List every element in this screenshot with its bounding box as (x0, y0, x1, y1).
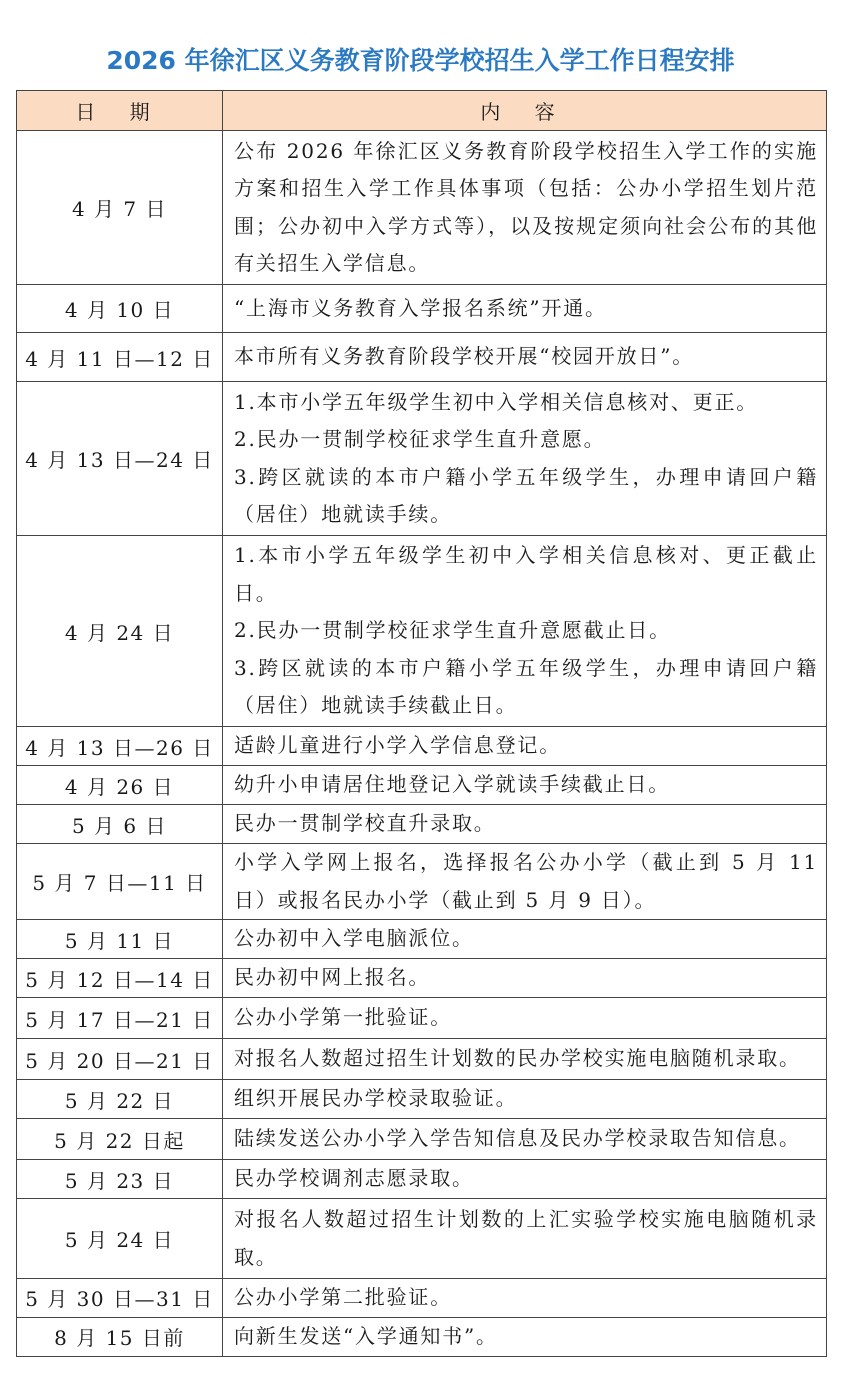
table-row (17, 382, 827, 536)
schedule-content-line: 适龄儿童进行小学入学信息登记。 (234, 733, 561, 758)
schedule-content-line: 小学入学网上报名，选择报名公办小学（截止到 5 月 11 日）或报名民办小学（截止到 5 月 9 日）。 (234, 850, 818, 912)
table-row (17, 1119, 827, 1160)
table-row (17, 1080, 827, 1119)
schedule-content (223, 1080, 827, 1119)
table-row (17, 1279, 827, 1318)
schedule-date: 5 月 7 日—11 日 (17, 844, 223, 920)
schedule-date: 5 月 23 日 (17, 1160, 223, 1199)
table-row (17, 727, 827, 766)
schedule-date: 5 月 30 日—31 日 (17, 1279, 223, 1318)
table-row (17, 285, 827, 333)
schedule-content-line: 本市所有义务教育阶段学校开展“校园开放日”。 (234, 344, 695, 369)
page-title: 2026 年徐汇区义务教育阶段学校招生入学工作日程安排 (106, 46, 735, 75)
schedule-content-line: 公办初中入学电脑派位。 (234, 926, 474, 951)
schedule-content-line: 民办一贯制学校直升录取。 (234, 811, 496, 836)
schedule-content-line: 幼升小申请居住地登记入学就读手续截止日。 (234, 772, 670, 797)
schedule-content (223, 131, 827, 285)
table-row (17, 920, 827, 959)
date-column-header: 日 期 (17, 91, 223, 131)
schedule-content-line: 2.民办一贯制学校征求学生直升意愿截止日。 (234, 618, 671, 643)
table-header-row (17, 91, 827, 131)
schedule-content-line: 1.本市小学五年级学生初中入学相关信息核对、更正截止日。 (234, 543, 818, 605)
schedule-date: 5 月 6 日 (17, 805, 223, 844)
schedule-body (17, 131, 827, 1357)
schedule-content-line: 民办初中网上报名。 (234, 965, 431, 990)
table-row (17, 959, 827, 998)
schedule-date: 4 月 10 日 (17, 285, 223, 333)
schedule-content-line: 3.跨区就读的本市户籍小学五年级学生，办理申请回户籍（居住）地就读手续截止日。 (234, 655, 818, 718)
schedule-date: 4 月 11 日—12 日 (17, 333, 223, 382)
table-row (17, 1160, 827, 1199)
schedule-date: 4 月 13 日—26 日 (17, 727, 223, 766)
schedule-content (223, 766, 827, 805)
schedule-content-line: 对报名人数超过招生计划数的民办学校实施电脑随机录取。 (234, 1046, 801, 1071)
schedule-date: 5 月 11 日 (17, 920, 223, 959)
schedule-content (223, 727, 827, 766)
schedule-content (223, 1160, 827, 1199)
table-row (17, 131, 827, 285)
schedule-content (223, 333, 827, 382)
schedule-date: 4 月 24 日 (17, 536, 223, 727)
table-row (17, 333, 827, 382)
table-row (17, 998, 827, 1039)
schedule-content-line: 组织开展民办学校录取验证。 (234, 1086, 518, 1111)
content-column-header: 内 容 (223, 91, 827, 131)
table-row (17, 1039, 827, 1080)
schedule-content (223, 382, 827, 536)
schedule-content-line: 公办小学第二批验证。 (234, 1285, 452, 1309)
table-row (17, 1317, 827, 1356)
schedule-content-line: 1.本市小学五年级学生初中入学相关信息核对、更正。 (234, 389, 759, 414)
schedule-date: 5 月 17 日—21 日 (17, 998, 223, 1039)
schedule-content-line: 对报名人数超过招生计划数的上汇实验学校实施电脑随机录取。 (234, 1207, 818, 1269)
schedule-date: 5 月 20 日—21 日 (17, 1039, 223, 1080)
schedule-content-line: 民办学校调剂志愿录取。 (234, 1166, 474, 1191)
schedule-date: 4 月 7 日 (17, 131, 223, 285)
schedule-content-line: “上海市义务教育入学报名系统”开通。 (234, 295, 607, 320)
table-row (17, 536, 827, 727)
schedule-content (223, 959, 827, 998)
schedule-content (223, 285, 827, 333)
schedule-content-line: 公布 2026 年徐汇区义务教育阶段学校招生入学工作的实施方案和招生入学工作具体事项（包括：公办小学招生划片范围；公办初中入学方式等），以及按规定须向社会公布的其他有关招生入学信息。 (234, 138, 818, 275)
schedule-date: 8 月 15 日前 (17, 1317, 223, 1356)
schedule-content (223, 1119, 827, 1160)
schedule-content (223, 1039, 827, 1080)
schedule-date: 5 月 22 日起 (17, 1119, 223, 1160)
schedule-content (223, 805, 827, 844)
schedule-content (223, 536, 827, 727)
schedule-content-line: 向新生发送“入学通知书”。 (234, 1323, 498, 1348)
schedule-content (223, 844, 827, 920)
table-row (17, 766, 827, 805)
schedule-content-line: 公办小学第一批验证。 (234, 1005, 452, 1030)
table-row (17, 805, 827, 844)
schedule-date: 4 月 26 日 (17, 766, 223, 805)
schedule-date: 5 月 24 日 (17, 1199, 223, 1279)
schedule-content-line: 3.跨区就读的本市户籍小学五年级学生，办理申请回户籍（居住）地就读手续。 (234, 464, 818, 526)
schedule-content (223, 1279, 827, 1318)
schedule-table (16, 90, 827, 1357)
schedule-content (223, 1199, 827, 1279)
schedule-content (223, 1317, 827, 1356)
schedule-content (223, 920, 827, 959)
schedule-content-line: 2.民办一贯制学校征求学生直升意愿。 (234, 427, 606, 451)
table-row (17, 1199, 827, 1279)
schedule-date: 5 月 22 日 (17, 1080, 223, 1119)
schedule-date: 5 月 12 日—14 日 (17, 959, 223, 998)
schedule-date: 4 月 13 日—24 日 (17, 382, 223, 536)
schedule-content (223, 998, 827, 1039)
schedule-content-line: 陆续发送公办小学入学告知信息及民办学校录取告知信息。 (234, 1126, 801, 1151)
table-row (17, 844, 827, 920)
